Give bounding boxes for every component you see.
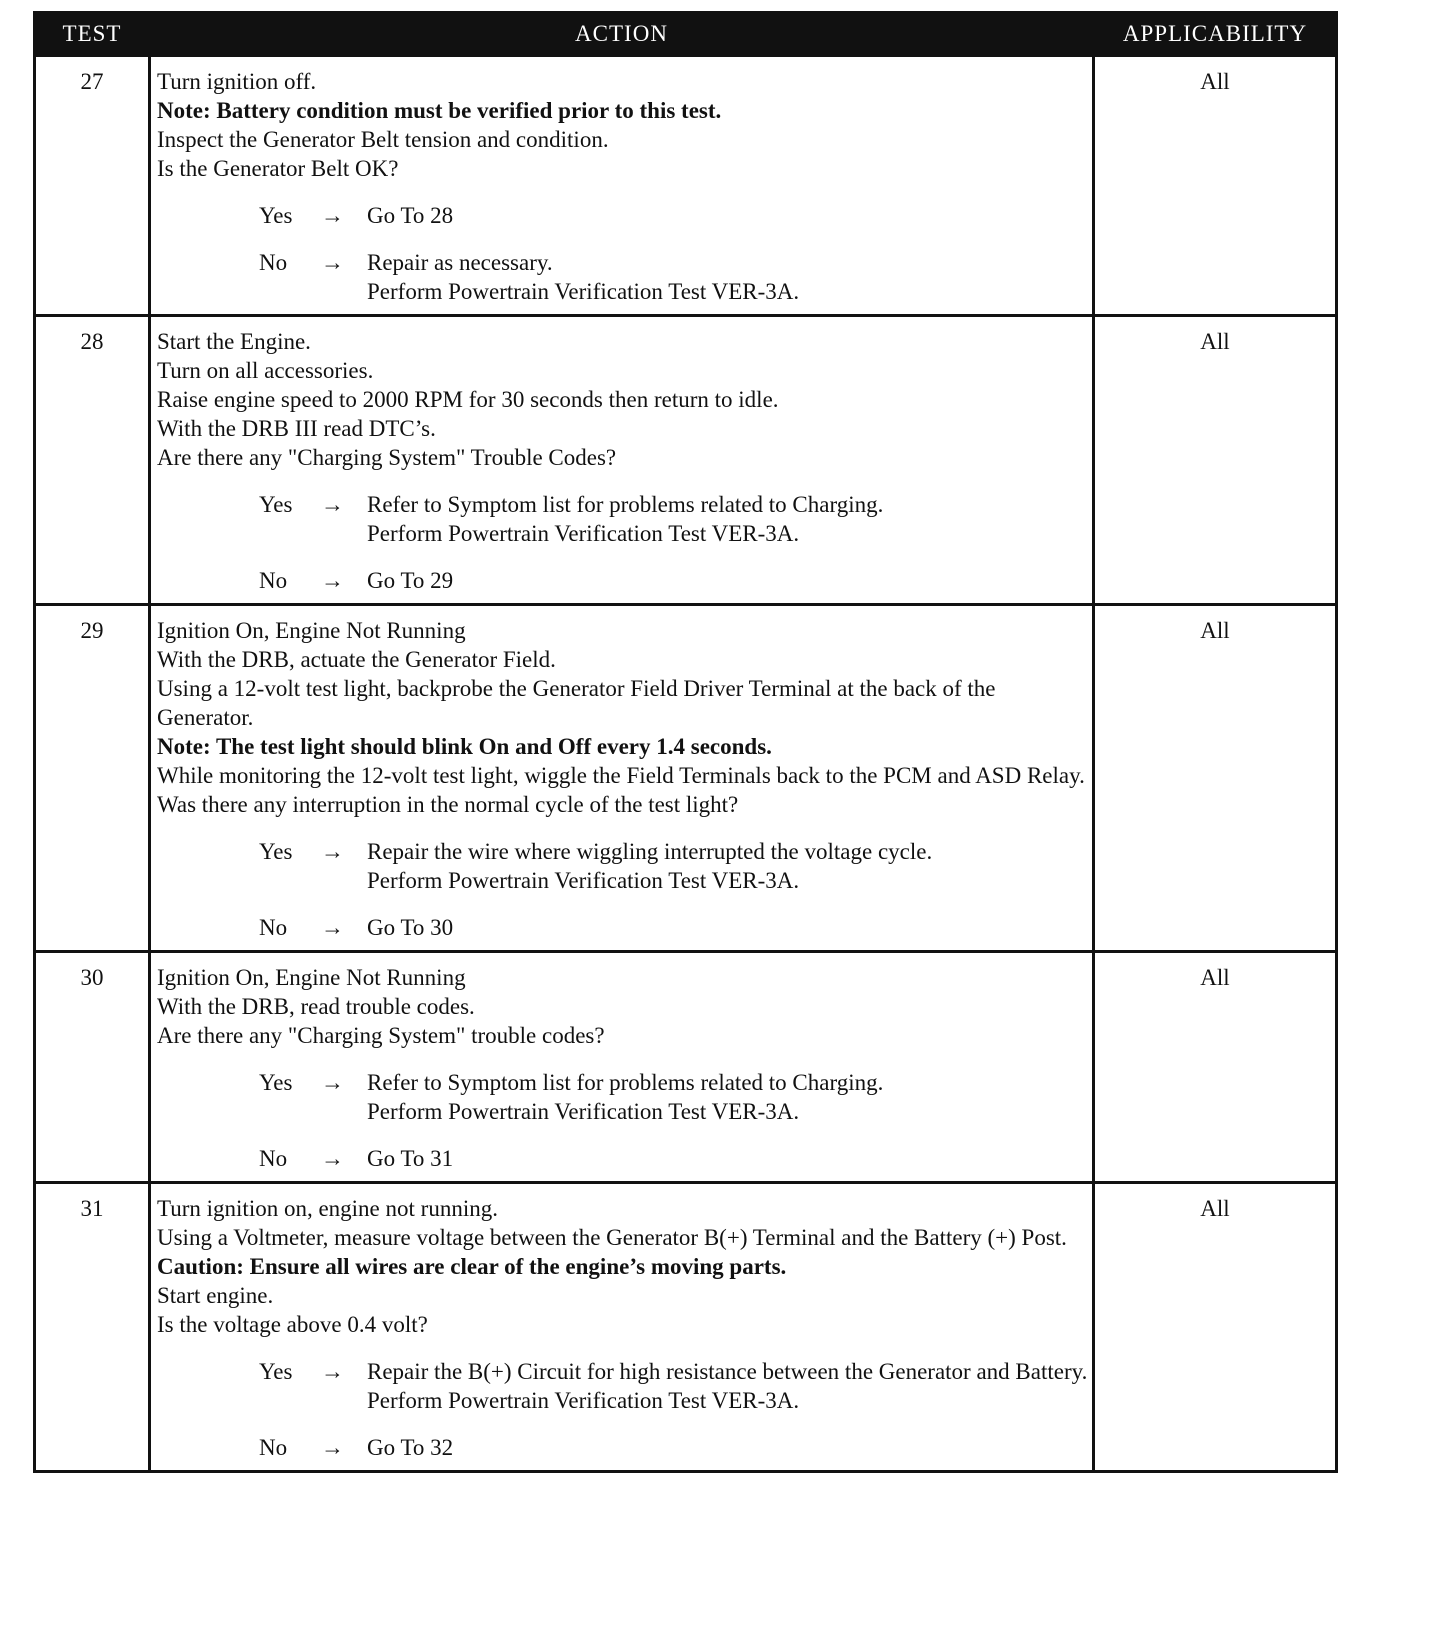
test-number: 30 — [35, 952, 150, 1183]
answer-label: Yes — [259, 203, 293, 228]
applicability-value: All — [1094, 605, 1337, 952]
result-text — [367, 1068, 1088, 1126]
header-action: ACTION — [150, 13, 1094, 56]
result-text — [367, 837, 1088, 895]
instruction-text: Was there any interruption in the normal cycle of the test light? — [157, 792, 739, 817]
result-text — [367, 1357, 1088, 1415]
result-line: Go To 30 — [367, 915, 454, 940]
choices — [157, 201, 1088, 306]
result-line: Go To 29 — [367, 568, 454, 593]
result-line: Perform Powertrain Verification Test VER-3A. — [367, 868, 800, 893]
instruction-text: While monitoring the 12-volt test light, wiggle the Field Terminals back to the PCM and ASD Relay. — [157, 763, 1085, 788]
result-text — [367, 490, 1088, 548]
instruction-text: Are there any "Charging System" trouble codes? — [157, 1023, 605, 1048]
result-text — [367, 566, 1088, 595]
answer-label: Yes — [259, 492, 293, 517]
instruction-text: Using a Voltmeter, measure voltage between the Generator B(+) Terminal and the Battery (+) Post. — [157, 1225, 1067, 1250]
result-line: Repair the wire where wiggling interrupted the voltage cycle. — [367, 839, 933, 864]
choice-no — [157, 913, 1088, 942]
answer-label: No — [259, 1146, 288, 1171]
note-text: Caution: Ensure all wires are clear of the engine’s moving parts. — [157, 1254, 787, 1279]
action-cell — [150, 316, 1094, 605]
instruction-text: Start the Engine. — [157, 329, 311, 354]
result-text — [367, 201, 1088, 230]
arrow-icon: → — [321, 1070, 344, 1095]
answer-label: Yes — [259, 1359, 293, 1384]
test-number: 31 — [35, 1183, 150, 1472]
choice-no — [157, 1433, 1088, 1462]
choices — [157, 1357, 1088, 1462]
result-line: Perform Powertrain Verification Test VER-3A. — [367, 521, 800, 546]
arrow-icon: → — [321, 203, 344, 228]
arrow-icon: → — [321, 915, 344, 940]
header-applicability: APPLICABILITY — [1094, 13, 1337, 56]
applicability-value: All — [1094, 952, 1337, 1183]
instruction-text: Are there any "Charging System" Trouble Codes? — [157, 445, 617, 470]
test-number: 28 — [35, 316, 150, 605]
table-header-row — [35, 13, 1337, 56]
instruction-text: With the DRB, actuate the Generator Field. — [157, 647, 556, 672]
answer-label: No — [259, 250, 288, 275]
applicability-value: All — [1094, 1183, 1337, 1472]
result-text — [367, 1144, 1088, 1173]
table-row — [35, 605, 1337, 952]
action-cell — [150, 952, 1094, 1183]
answer-label: Yes — [259, 1070, 293, 1095]
answer-label: No — [259, 568, 288, 593]
table-body — [35, 56, 1337, 1472]
result-line: Refer to Symptom list for problems related to Charging. — [367, 1070, 884, 1095]
table-row — [35, 316, 1337, 605]
answer-label: Yes — [259, 839, 293, 864]
instruction-text: Turn ignition on, engine not running. — [157, 1196, 498, 1221]
header-test: TEST — [35, 13, 150, 56]
table-row — [35, 56, 1337, 316]
arrow-icon: → — [321, 492, 344, 517]
test-number: 29 — [35, 605, 150, 952]
applicability-value: All — [1094, 316, 1337, 605]
test-number: 27 — [35, 56, 150, 316]
action-cell — [150, 1183, 1094, 1472]
arrow-icon: → — [321, 1359, 344, 1384]
result-line: Repair the B(+) Circuit for high resistance between the Generator and Battery. — [367, 1359, 1088, 1384]
arrow-icon: → — [321, 250, 344, 275]
instruction-text: Is the voltage above 0.4 volt? — [157, 1312, 428, 1337]
result-line: Refer to Symptom list for problems related to Charging. — [367, 492, 884, 517]
instruction-text: Using a 12-volt test light, backprobe the Generator Field Driver Terminal at the back of the Generator. — [157, 676, 996, 730]
result-line: Perform Powertrain Verification Test VER-3A. — [367, 1099, 800, 1124]
instruction-text: Start engine. — [157, 1283, 274, 1308]
instruction-text: Inspect the Generator Belt tension and condition. — [157, 127, 609, 152]
choice-no — [157, 1144, 1088, 1173]
action-cell — [150, 605, 1094, 952]
instruction-text: Ignition On, Engine Not Running — [157, 965, 466, 990]
result-line: Perform Powertrain Verification Test VER-3A. — [367, 1388, 800, 1413]
instruction-text: Is the Generator Belt OK? — [157, 156, 399, 181]
choices — [157, 1068, 1088, 1173]
arrow-icon: → — [321, 1146, 344, 1171]
answer-label: No — [259, 1435, 288, 1460]
instruction-text: With the DRB, read trouble codes. — [157, 994, 475, 1019]
choice-yes — [157, 201, 1088, 230]
arrow-icon: → — [321, 1435, 344, 1460]
arrow-icon: → — [321, 839, 344, 864]
instruction-text: Ignition On, Engine Not Running — [157, 618, 466, 643]
arrow-icon: → — [321, 568, 344, 593]
choice-yes — [157, 1068, 1088, 1126]
diagnostic-test-table — [33, 11, 1338, 1473]
applicability-value: All — [1094, 56, 1337, 316]
choice-no — [157, 566, 1088, 595]
table-row — [35, 1183, 1337, 1472]
choice-yes — [157, 490, 1088, 548]
result-line: Perform Powertrain Verification Test VER-3A. — [367, 279, 800, 304]
result-line: Repair as necessary. — [367, 250, 553, 275]
result-line: Go To 31 — [367, 1146, 454, 1171]
answer-label: No — [259, 915, 288, 940]
choice-yes — [157, 1357, 1088, 1415]
note-text: Note: Battery condition must be verified prior to this test. — [157, 98, 722, 123]
action-cell — [150, 56, 1094, 316]
choices — [157, 490, 1088, 595]
table-row — [35, 952, 1337, 1183]
choices — [157, 837, 1088, 942]
result-line: Go To 32 — [367, 1435, 454, 1460]
result-text — [367, 913, 1088, 942]
result-line: Go To 28 — [367, 203, 454, 228]
result-text — [367, 248, 1088, 306]
choice-yes — [157, 837, 1088, 895]
instruction-text: Raise engine speed to 2000 RPM for 30 seconds then return to idle. — [157, 387, 779, 412]
choice-no — [157, 248, 1088, 306]
instruction-text: Turn ignition off. — [157, 69, 317, 94]
note-text: Note: The test light should blink On and Off every 1.4 seconds. — [157, 734, 772, 759]
result-text — [367, 1433, 1088, 1462]
instruction-text: Turn on all accessories. — [157, 358, 374, 383]
diagnostic-test-table-page — [33, 11, 1335, 1473]
instruction-text: With the DRB III read DTC’s. — [157, 416, 436, 441]
